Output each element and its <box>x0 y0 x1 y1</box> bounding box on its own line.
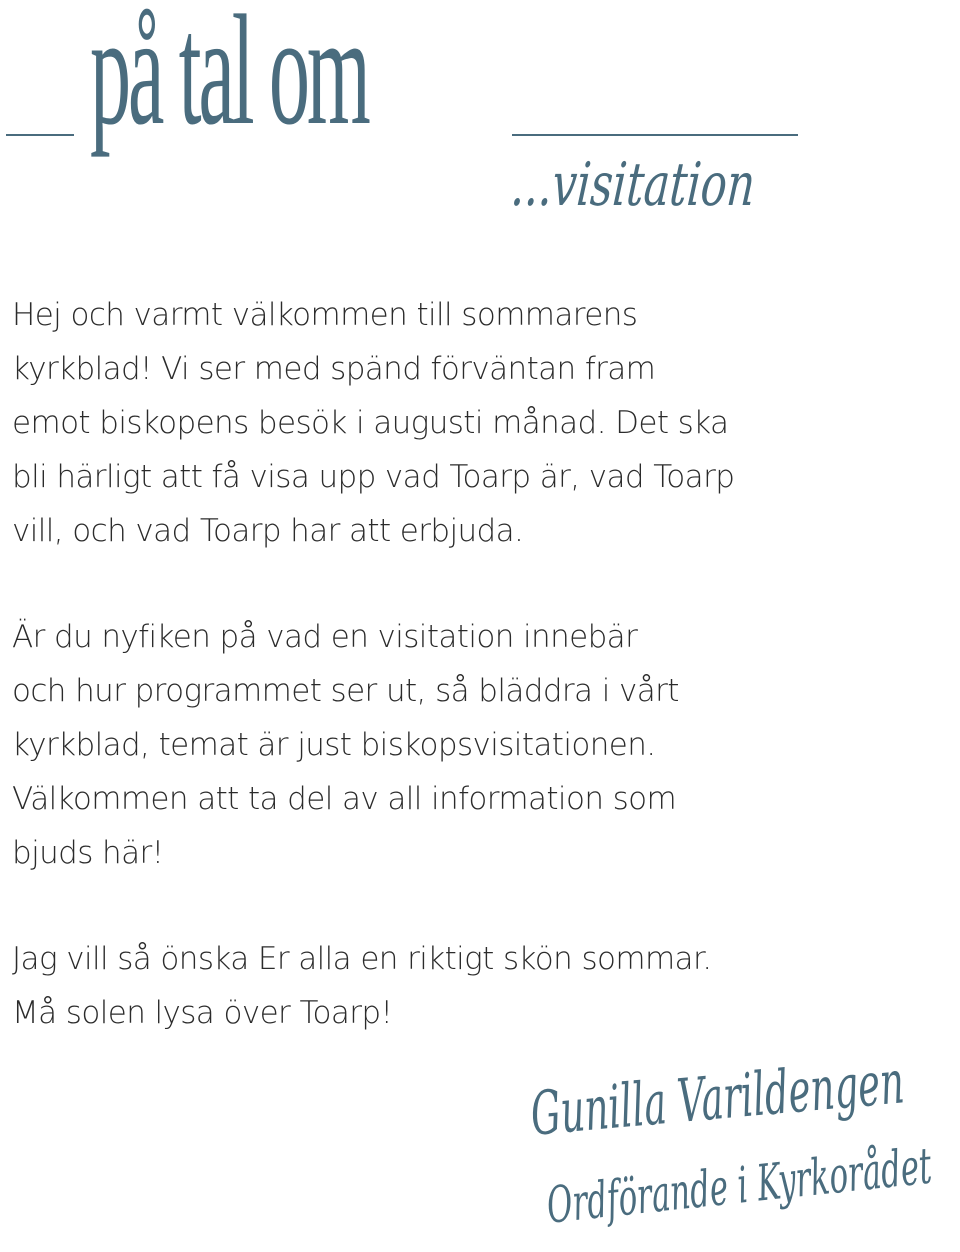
text-line: Må solen lysa över Toarp! <box>12 995 393 1031</box>
title-rule-left <box>6 134 74 136</box>
text-line: bli härligt att få visa upp vad Toarp är, vad Toarp <box>12 459 735 495</box>
paragraph-visitation-info <box>12 610 679 880</box>
page-title: på tal om <box>90 0 368 158</box>
page-subtitle: ...visitation <box>508 150 758 220</box>
text-line: kyrkblad! Vi ser med spänd förväntan fram <box>12 351 656 387</box>
text-line: Är du nyfiken på vad en visitation innebär <box>12 619 638 655</box>
signature-name: Gunilla Varildengen <box>528 1047 907 1150</box>
title-rule-right <box>512 134 798 136</box>
signature-role: Ordförande i Kyrkorådet <box>544 1136 935 1235</box>
text-line: kyrkblad, temat är just biskopsvisitationen. <box>12 727 656 763</box>
text-line: Välkommen att ta del av all information som <box>12 781 677 817</box>
paragraph-closing <box>12 932 712 1040</box>
text-line: Jag vill så önska Er alla en riktigt skön sommar. <box>12 941 712 977</box>
text-line: och hur programmet ser ut, så bläddra i vårt <box>12 673 679 709</box>
text-line: emot biskopens besök i augusti månad. Det ska <box>12 405 729 441</box>
text-line: Hej och varmt välkommen till sommarens <box>12 297 638 333</box>
text-line: bjuds här! <box>12 835 164 871</box>
text-line: vill, och vad Toarp har att erbjuda. <box>12 513 524 549</box>
paragraph-welcome <box>12 288 734 558</box>
